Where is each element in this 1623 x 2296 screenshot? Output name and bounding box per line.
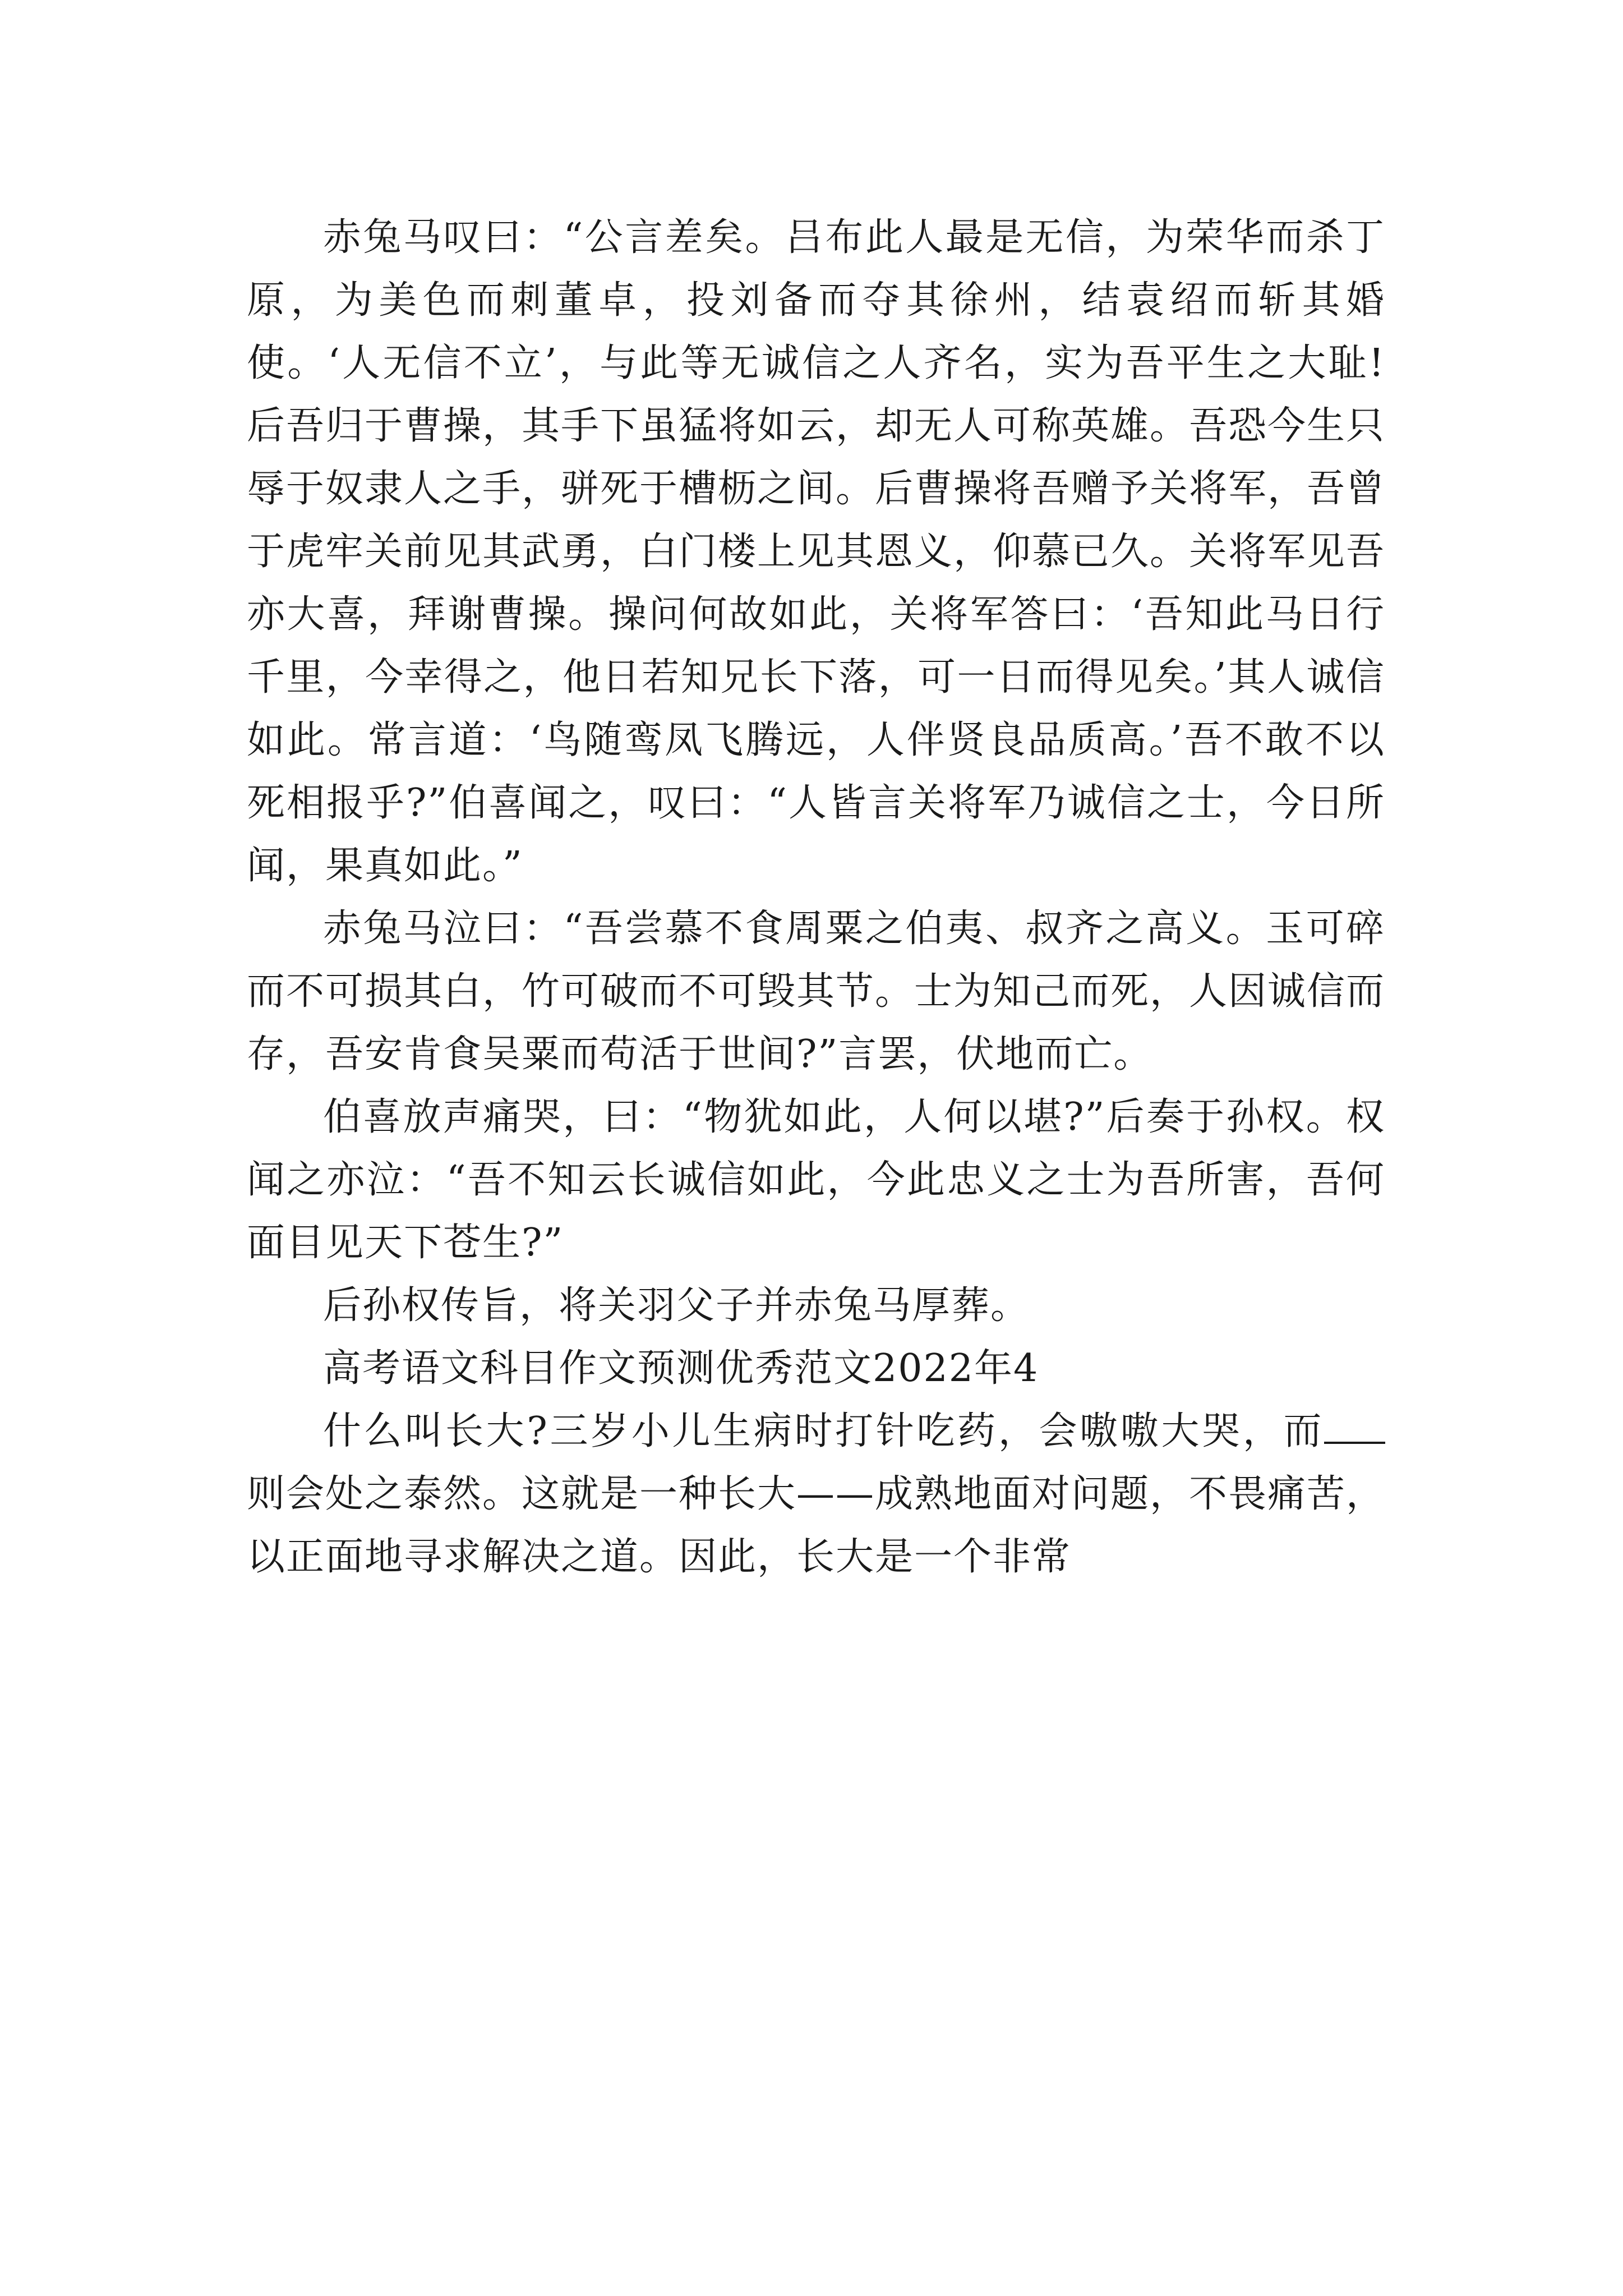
essay-heading: 高考语文科目作文预测优秀范文2022年4 [323,1346,1039,1391]
paragraph-boxi-mourning: 伯喜放声痛哭，曰：“物犹如此，人何以堪?”后奏于孙权。权闻之亦泣：“吾不知云长诚信如此，今此忠义之士为吾所害，吾何面目见天下苍生?” [247,1095,1385,1265]
paragraph-red-hare-speech: 赤兔马叹曰：“公言差矣。吕布此人最是无信，为荣华而杀丁原，为美色而刺董卓，投刘备而夺其徐州，结袁绍而斩其婚使。‘人无信不立’，与此等无诚信之人齐名，实为吾平生之大耻!后吾归于曹操，其手下虽猛将如云，却无人可称英雄。吾恐今生只辱于奴隶人之手，骈死于槽枥之间。后曹操将吾赠予关将军，吾曾于虎牢关前见其武勇，白门楼上见其恩义，仰慕已久。关将军见吾亦大喜，拜谢曹操。操问何故如此，关将军答曰：‘吾知此马日行千里，今幸得之，他日若知兄长下落，可一日而得见矣。’其人诚信如此。常言道：‘鸟随鸾凤飞腾远，人伴贤良品质高。’吾不敢不以死相报乎?”伯喜闻之，叹曰：“人皆言关将军乃诚信之士，今日所闻，果真如此。” [247,215,1386,888]
fill-in-blank [1324,1407,1385,1444]
paragraph-red-hare-death: 赤兔马泣曰：“吾尝慕不食周粟之伯夷、叔齐之高义。玉可碎而不可损其白，竹可破而不可毁其节。士为知己而死，人因诚信而存，吾安肯食吴粟而苟活于世间?”言罢，伏地而亡。 [247,907,1386,1076]
document-body [247,206,1385,1589]
growing-up-text-start: 什么叫长大?三岁小儿生病时打针吃药，会嗷嗷大哭，而 [323,1409,1325,1453]
growing-up-text-end: 则会处之泰然。这就是一种长大——成熟地面对问题，不畏痛苦，以正面地寻求解决之道。因此，长大是一个非常 [247,1472,1386,1579]
paragraph-growing-up [247,1400,1385,1589]
paragraph-burial: 后孙权传旨，将关羽父子并赤兔马厚葬。 [323,1283,1030,1328]
